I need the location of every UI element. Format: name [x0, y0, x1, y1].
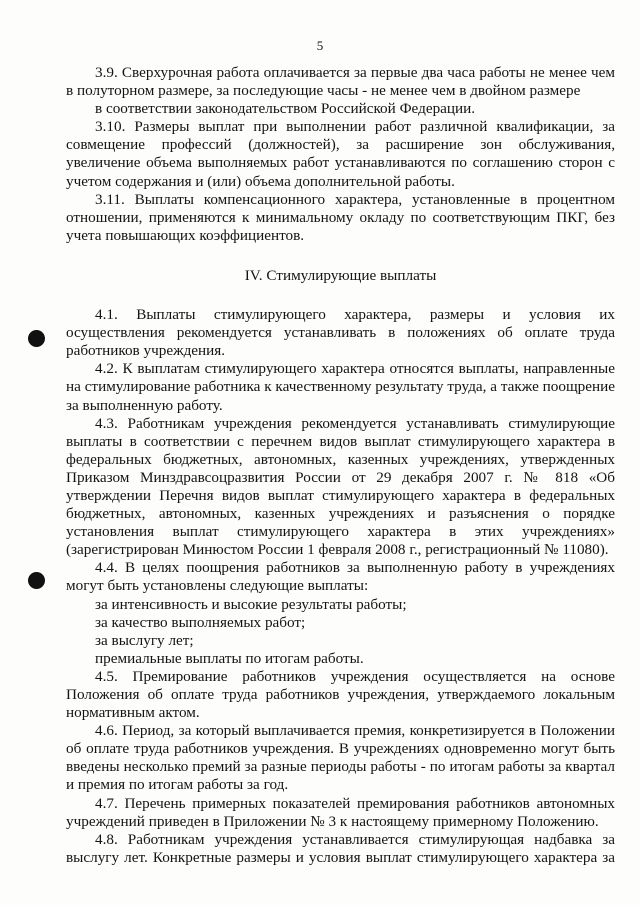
paragraph-3-10: 3.10. Размеры выплат при выполнении работ различной квалификации, за совмещение профессий (должностей), за расширение зон обслуживания, увеличение объема выполняемых работ устанавливаются по соглашению сторон с учетом содержания и (или) объема дополнительной работы.	[66, 118, 615, 190]
page-number: 5	[316, 38, 324, 53]
paragraph-4-8: 4.8. Работникам учреждения устанавливается стимулирующая надбавка за выслугу лет. Конкретные размеры и условия выплат стимулирующего характера за	[66, 830, 615, 866]
paragraph-4-1: 4.1. Выплаты стимулирующего характера, размеры и условия их осуществления рекомендуется устанавливать в положениях об оплате труда работников учреждения.	[66, 306, 615, 360]
paragraph-4-5: 4.5. Премирование работников учреждения осуществляется на основе Положения об оплате труда работников учреждения, утверждаемого локальным нормативным актом.	[66, 667, 615, 722]
paragraph-4-4: 4.4. В целях поощрения работников за выполненную работу в учреждениях могут быть установлены следующие выплаты:	[66, 559, 615, 595]
paragraph-3-11: 3.11. Выплаты компенсационного характера, установленные в процентном отношении, применяются к минимальному окладу по соответствующим ПКГ, без учета повышающих коэффициентов.	[66, 190, 615, 244]
paragraph-4-3: 4.3. Работникам учреждения рекомендуется устанавливать стимулирующие выплаты в соответствии с перечнем видов выплат стимулирующего характера в федеральных бюджетных, автономных, казенных учреждениях, утвержденных Приказом Минздравсоцразвития России от 29 декабря 2007 г. № 818 «Об утверждении Перечня видов выплат стимулирующего характера в федеральных бюджетных, автономных, казенных учреждениях и разъяснения о порядке установления выплат стимулирующего характера в этих учреждениях» (зарегистрирован Минюстом России 1 февраля 2008 г., регистрационный № 11080).	[66, 414, 615, 559]
paragraph-4-2: 4.2. К выплатам стимулирующего характера относятся выплаты, направленные на стимулирование работника к качественному результату труда, а также поощрение за выполненную работу.	[66, 360, 615, 414]
paragraph-4-6: 4.6. Период, за который выплачивается премия, конкретизируется в Положении об оплате труда работников учреждения. В учреждениях одновременно могут быть введены несколько премий за разные периоды работы - по итогам работы за квартал и премия по итогам работы за год.	[66, 722, 615, 794]
section-heading: IV. Стимулирующие выплаты	[244, 266, 437, 284]
list-item: премиальные выплаты по итогам работы.	[95, 649, 364, 667]
paragraph-4-7: 4.7. Перечень примерных показателей премирования работников автономных учреждений приведен в Приложении № 3 к настоящему примерному Положению.	[66, 794, 615, 830]
list-item: за интенсивность и высокие результаты работы;	[95, 595, 407, 613]
paragraph-3-9: 3.9. Сверхурочная работа оплачивается за первые два часа работы не менее чем в полуторном размере, за последующие часы - не менее чем в двойном размере	[66, 64, 615, 100]
paragraph-3-9-continuation: в соответствии законодательством Российской Федерации.	[95, 100, 476, 118]
list-item: за выслугу лет;	[95, 631, 194, 649]
punch-hole-mark	[28, 330, 45, 347]
list-item: за качество выполняемых работ;	[95, 613, 306, 631]
punch-hole-mark	[28, 572, 45, 589]
document-body	[66, 64, 615, 867]
